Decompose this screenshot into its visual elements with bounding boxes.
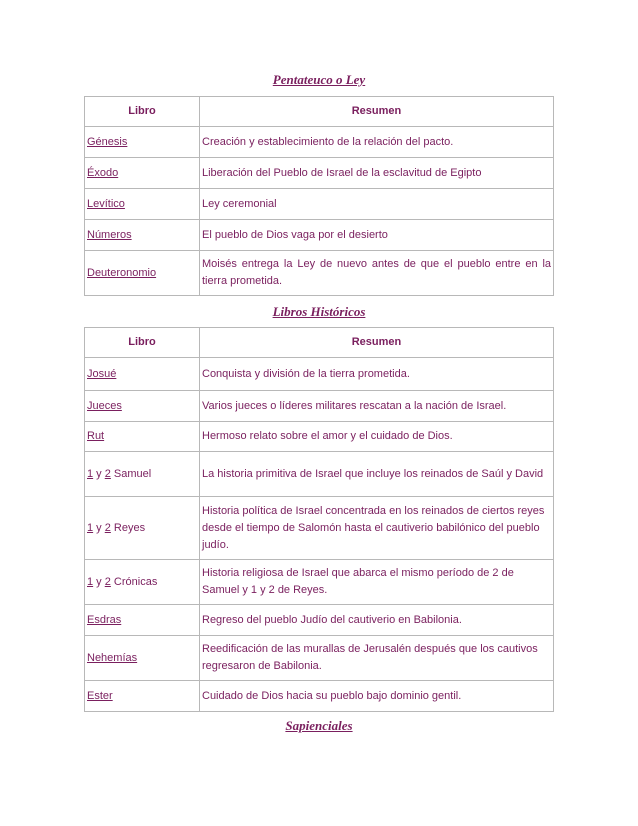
table-row bbox=[85, 220, 554, 251]
book-link-1-samuel[interactable]: 1 bbox=[87, 467, 94, 480]
book-summary: Conquista y división de la tierra prometida. bbox=[200, 358, 554, 391]
book-cell-reyes bbox=[85, 497, 200, 560]
book-summary: Moisés entrega la Ley de nuevo antes de que el pueblo entre en la tierra prometida. bbox=[200, 251, 554, 296]
table-row bbox=[85, 127, 554, 158]
book-link-deuteronomio[interactable]: Deuteronomio bbox=[85, 251, 200, 296]
book-name-suffix: Samuel bbox=[110, 467, 152, 480]
conjunction: y bbox=[93, 575, 105, 588]
book-link-josue[interactable]: Josué bbox=[85, 358, 200, 391]
table-row bbox=[85, 605, 554, 636]
book-link-2-cronicas[interactable]: 2 bbox=[104, 575, 111, 588]
book-summary: Historia política de Israel concentrada en los reinados de ciertos reyes desde el tiempo de Salomón hasta el cautiverio babilónico del pueblo judío. bbox=[200, 497, 554, 560]
section-title-historicos: Libros Históricos bbox=[272, 304, 366, 319]
table-header-row bbox=[85, 328, 554, 358]
historicos-table bbox=[84, 327, 554, 712]
table-row bbox=[85, 391, 554, 422]
book-link-esdras[interactable]: Esdras bbox=[85, 605, 200, 636]
book-link-ester[interactable]: Ester bbox=[85, 681, 200, 712]
book-cell-cronicas bbox=[85, 560, 200, 605]
book-summary: Regreso del pueblo Judío del cautiverio en Babilonia. bbox=[200, 605, 554, 636]
book-summary: Creación y establecimiento de la relación del pacto. bbox=[200, 127, 554, 158]
conjunction: y bbox=[93, 521, 105, 534]
conjunction: y bbox=[93, 467, 105, 480]
table-row bbox=[85, 452, 554, 497]
column-header-resumen: Resumen bbox=[200, 97, 554, 127]
table-row bbox=[85, 158, 554, 189]
book-link-2-reyes[interactable]: 2 bbox=[104, 521, 111, 534]
book-link-1-cronicas[interactable]: 1 bbox=[87, 575, 94, 588]
table-row bbox=[85, 497, 554, 560]
book-cell-samuel bbox=[85, 452, 200, 497]
book-link-exodo[interactable]: Éxodo bbox=[85, 158, 200, 189]
book-summary: La historia primitiva de Israel que incluye los reinados de Saúl y David bbox=[200, 452, 554, 497]
book-summary: Cuidado de Dios hacia su pueblo bajo dominio gentil. bbox=[200, 681, 554, 712]
book-summary: Ley ceremonial bbox=[200, 189, 554, 220]
book-link-genesis[interactable]: Génesis bbox=[85, 127, 200, 158]
book-summary: Varios jueces o líderes militares rescatan a la nación de Israel. bbox=[200, 391, 554, 422]
book-name-suffix: Reyes bbox=[110, 521, 146, 534]
book-summary: Hermoso relato sobre el amor y el cuidado de Dios. bbox=[200, 422, 554, 452]
table-row bbox=[85, 636, 554, 681]
book-summary: Reedificación de las murallas de Jerusalén después que los cautivos regresaron de Babilonia. bbox=[200, 636, 554, 681]
table-row bbox=[85, 189, 554, 220]
book-summary: Historia religiosa de Israel que abarca el mismo período de 2 de Samuel y 1 y 2 de Reyes. bbox=[200, 560, 554, 605]
book-summary: Liberación del Pueblo de Israel de la esclavitud de Egipto bbox=[200, 158, 554, 189]
book-link-levitico[interactable]: Levítico bbox=[85, 189, 200, 220]
book-link-nehemias[interactable]: Nehemías bbox=[85, 636, 200, 681]
table-row bbox=[85, 560, 554, 605]
book-link-jueces[interactable]: Jueces bbox=[85, 391, 200, 422]
book-link-numeros[interactable]: Números bbox=[85, 220, 200, 251]
book-link-1-reyes[interactable]: 1 bbox=[87, 521, 94, 534]
pentateuco-table bbox=[84, 96, 554, 296]
column-header-resumen: Resumen bbox=[200, 328, 554, 358]
section-title-sapienciales: Sapienciales bbox=[285, 718, 353, 733]
section-title-pentateuco: Pentateuco o Ley bbox=[272, 72, 366, 87]
table-row bbox=[85, 358, 554, 391]
column-header-libro: Libro bbox=[85, 328, 200, 358]
table-header-row bbox=[85, 97, 554, 127]
table-row bbox=[85, 681, 554, 712]
book-link-rut[interactable]: Rut bbox=[85, 422, 200, 452]
table-row bbox=[85, 422, 554, 452]
column-header-libro: Libro bbox=[85, 97, 200, 127]
table-row bbox=[85, 251, 554, 296]
book-link-2-samuel[interactable]: 2 bbox=[104, 467, 111, 480]
book-name-suffix: Crónicas bbox=[110, 575, 158, 588]
book-summary: El pueblo de Dios vaga por el desierto bbox=[200, 220, 554, 251]
